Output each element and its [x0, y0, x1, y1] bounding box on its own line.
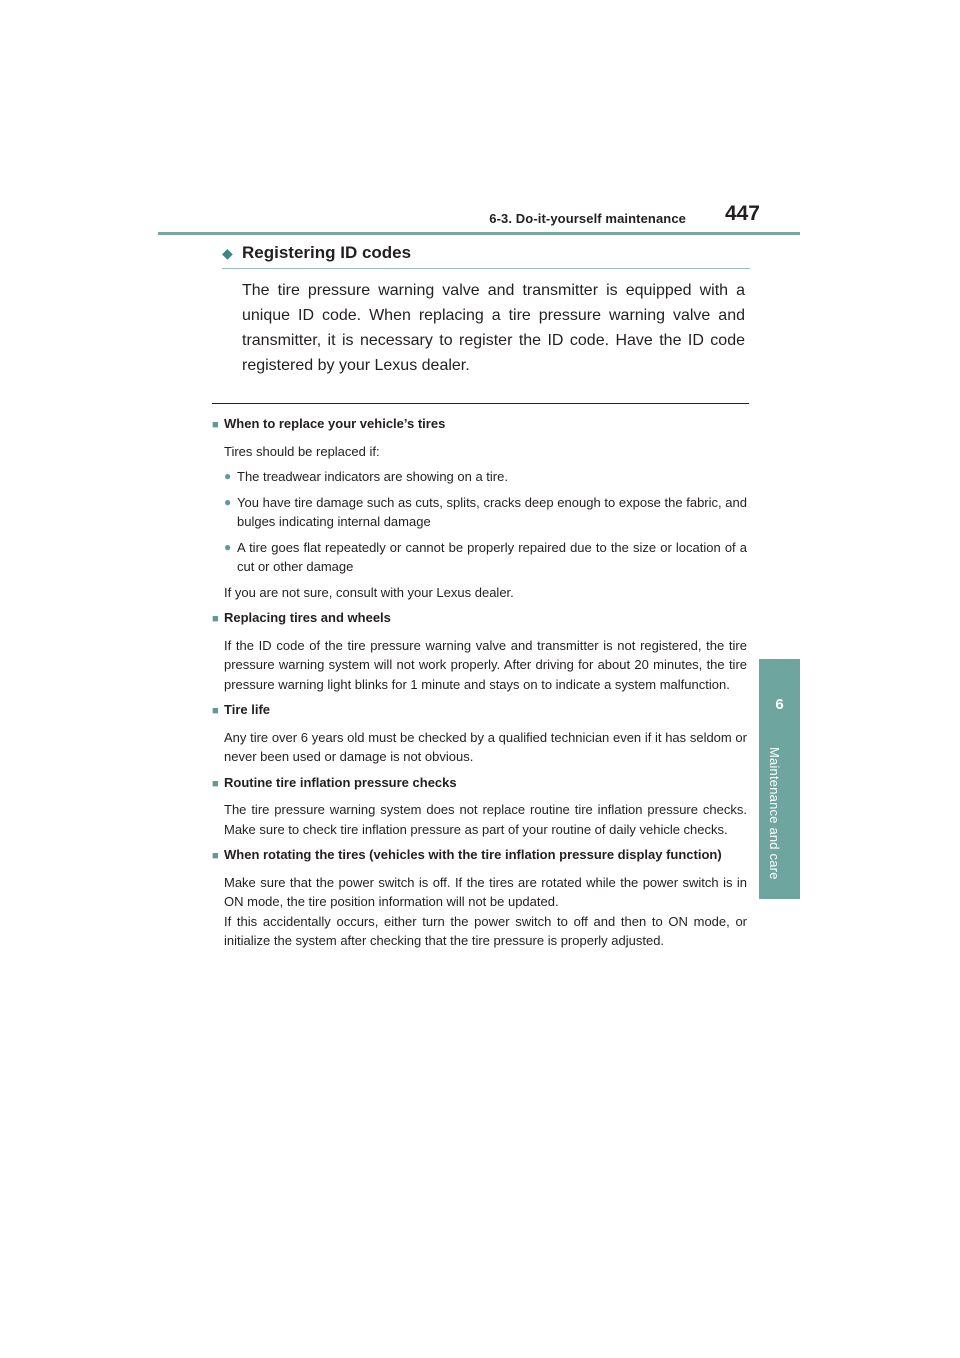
note-body: Make sure that the power switch is off. If the tires are rotated while the power switch is in ON mode, the tire position information will not be updated. [224, 874, 747, 909]
note-replacing-tires [212, 608, 747, 694]
note-heading [212, 845, 747, 867]
list-item [224, 467, 747, 487]
page-header [0, 0, 960, 240]
note-body: The tire pressure warning system does not replace routine tire inflation pressure checks. Make sure to check tire inflation pressure as part of your routine of daily vehicle checks. [224, 802, 747, 837]
note-intro: Tires should be replaced if: [224, 443, 380, 459]
header-rule [158, 232, 800, 235]
circle-bullet-icon: ● [224, 469, 232, 483]
note-heading-text: When rotating the tires (vehicles with the tire inflation pressure display function) [224, 847, 722, 862]
circle-bullet-icon: ● [224, 494, 232, 509]
note-body-continued: If this accidentally occurs, either turn the power switch to off and then to ON mode, or initialize the system after checking that the tire pressure is properly adjusted. [224, 913, 747, 948]
square-icon: ■ [212, 850, 219, 862]
note-heading [212, 414, 747, 436]
note-routine-checks [212, 773, 747, 840]
list-item [224, 493, 747, 532]
registering-heading-text: Registering ID codes [242, 243, 412, 262]
registering-body: The tire pressure warning valve and transmitter is equipped with a unique ID code. When replacing a tire pressure warning valve and transmitter, it is necessary to register the ID code. Have the ID code registered by your Lexus dealer. [242, 282, 745, 374]
square-icon: ■ [212, 705, 219, 717]
note-heading-text: When to replace your vehicle’s tires [224, 416, 446, 431]
diamond-icon: ◆ [222, 245, 233, 261]
page-number: 447 [724, 202, 760, 225]
note-heading-text: Tire life [224, 702, 271, 717]
note-body: Any tire over 6 years old must be checked by a qualified technician even if it has seldom or never been used or damage is not obvious. [224, 729, 747, 764]
note-tire-life [212, 700, 747, 767]
notes-section [212, 414, 747, 957]
list-item [224, 538, 747, 577]
chapter-label: Maintenance and care [767, 747, 782, 880]
list-item-text: You have tire damage such as cuts, splits, cracks deep enough to expose the fabric, and bulges indicating internal damage [237, 494, 747, 529]
list-item-text: The treadwear indicators are showing on a tire. [237, 469, 508, 484]
note-heading [212, 700, 747, 722]
section-title: 6-3. Do-it-yourself maintenance [489, 211, 686, 226]
note-heading-text: Replacing tires and wheels [224, 610, 391, 625]
chapter-number: 6 [775, 696, 784, 713]
note-rotating-tires [212, 845, 747, 951]
circle-bullet-icon: ● [224, 539, 232, 554]
registering-heading [222, 243, 411, 263]
note-heading-text: Routine tire inflation pressure checks [224, 774, 457, 790]
section-divider [212, 403, 749, 404]
note-heading [212, 608, 747, 630]
note-outro: If you are not sure, consult with your Lexus dealer. [224, 584, 514, 600]
square-icon: ■ [212, 777, 219, 790]
chapter-tab [759, 659, 800, 899]
square-icon: ■ [212, 613, 219, 625]
heading-underline [222, 268, 750, 269]
note-heading [212, 773, 747, 795]
note-body: If the ID code of the tire pressure warning valve and transmitter is not registered, the tire pressure warning system will not work properly. After driving for about 20 minutes, the tire pressure warning light blinks for 1 minute and stays on to indicate a system malfunction. [224, 637, 747, 692]
note-when-to-replace [212, 414, 747, 602]
list-item-text: A tire goes flat repeatedly or cannot be properly repaired due to the size or location of a cut or other damage [237, 539, 747, 574]
square-icon: ■ [212, 419, 219, 431]
